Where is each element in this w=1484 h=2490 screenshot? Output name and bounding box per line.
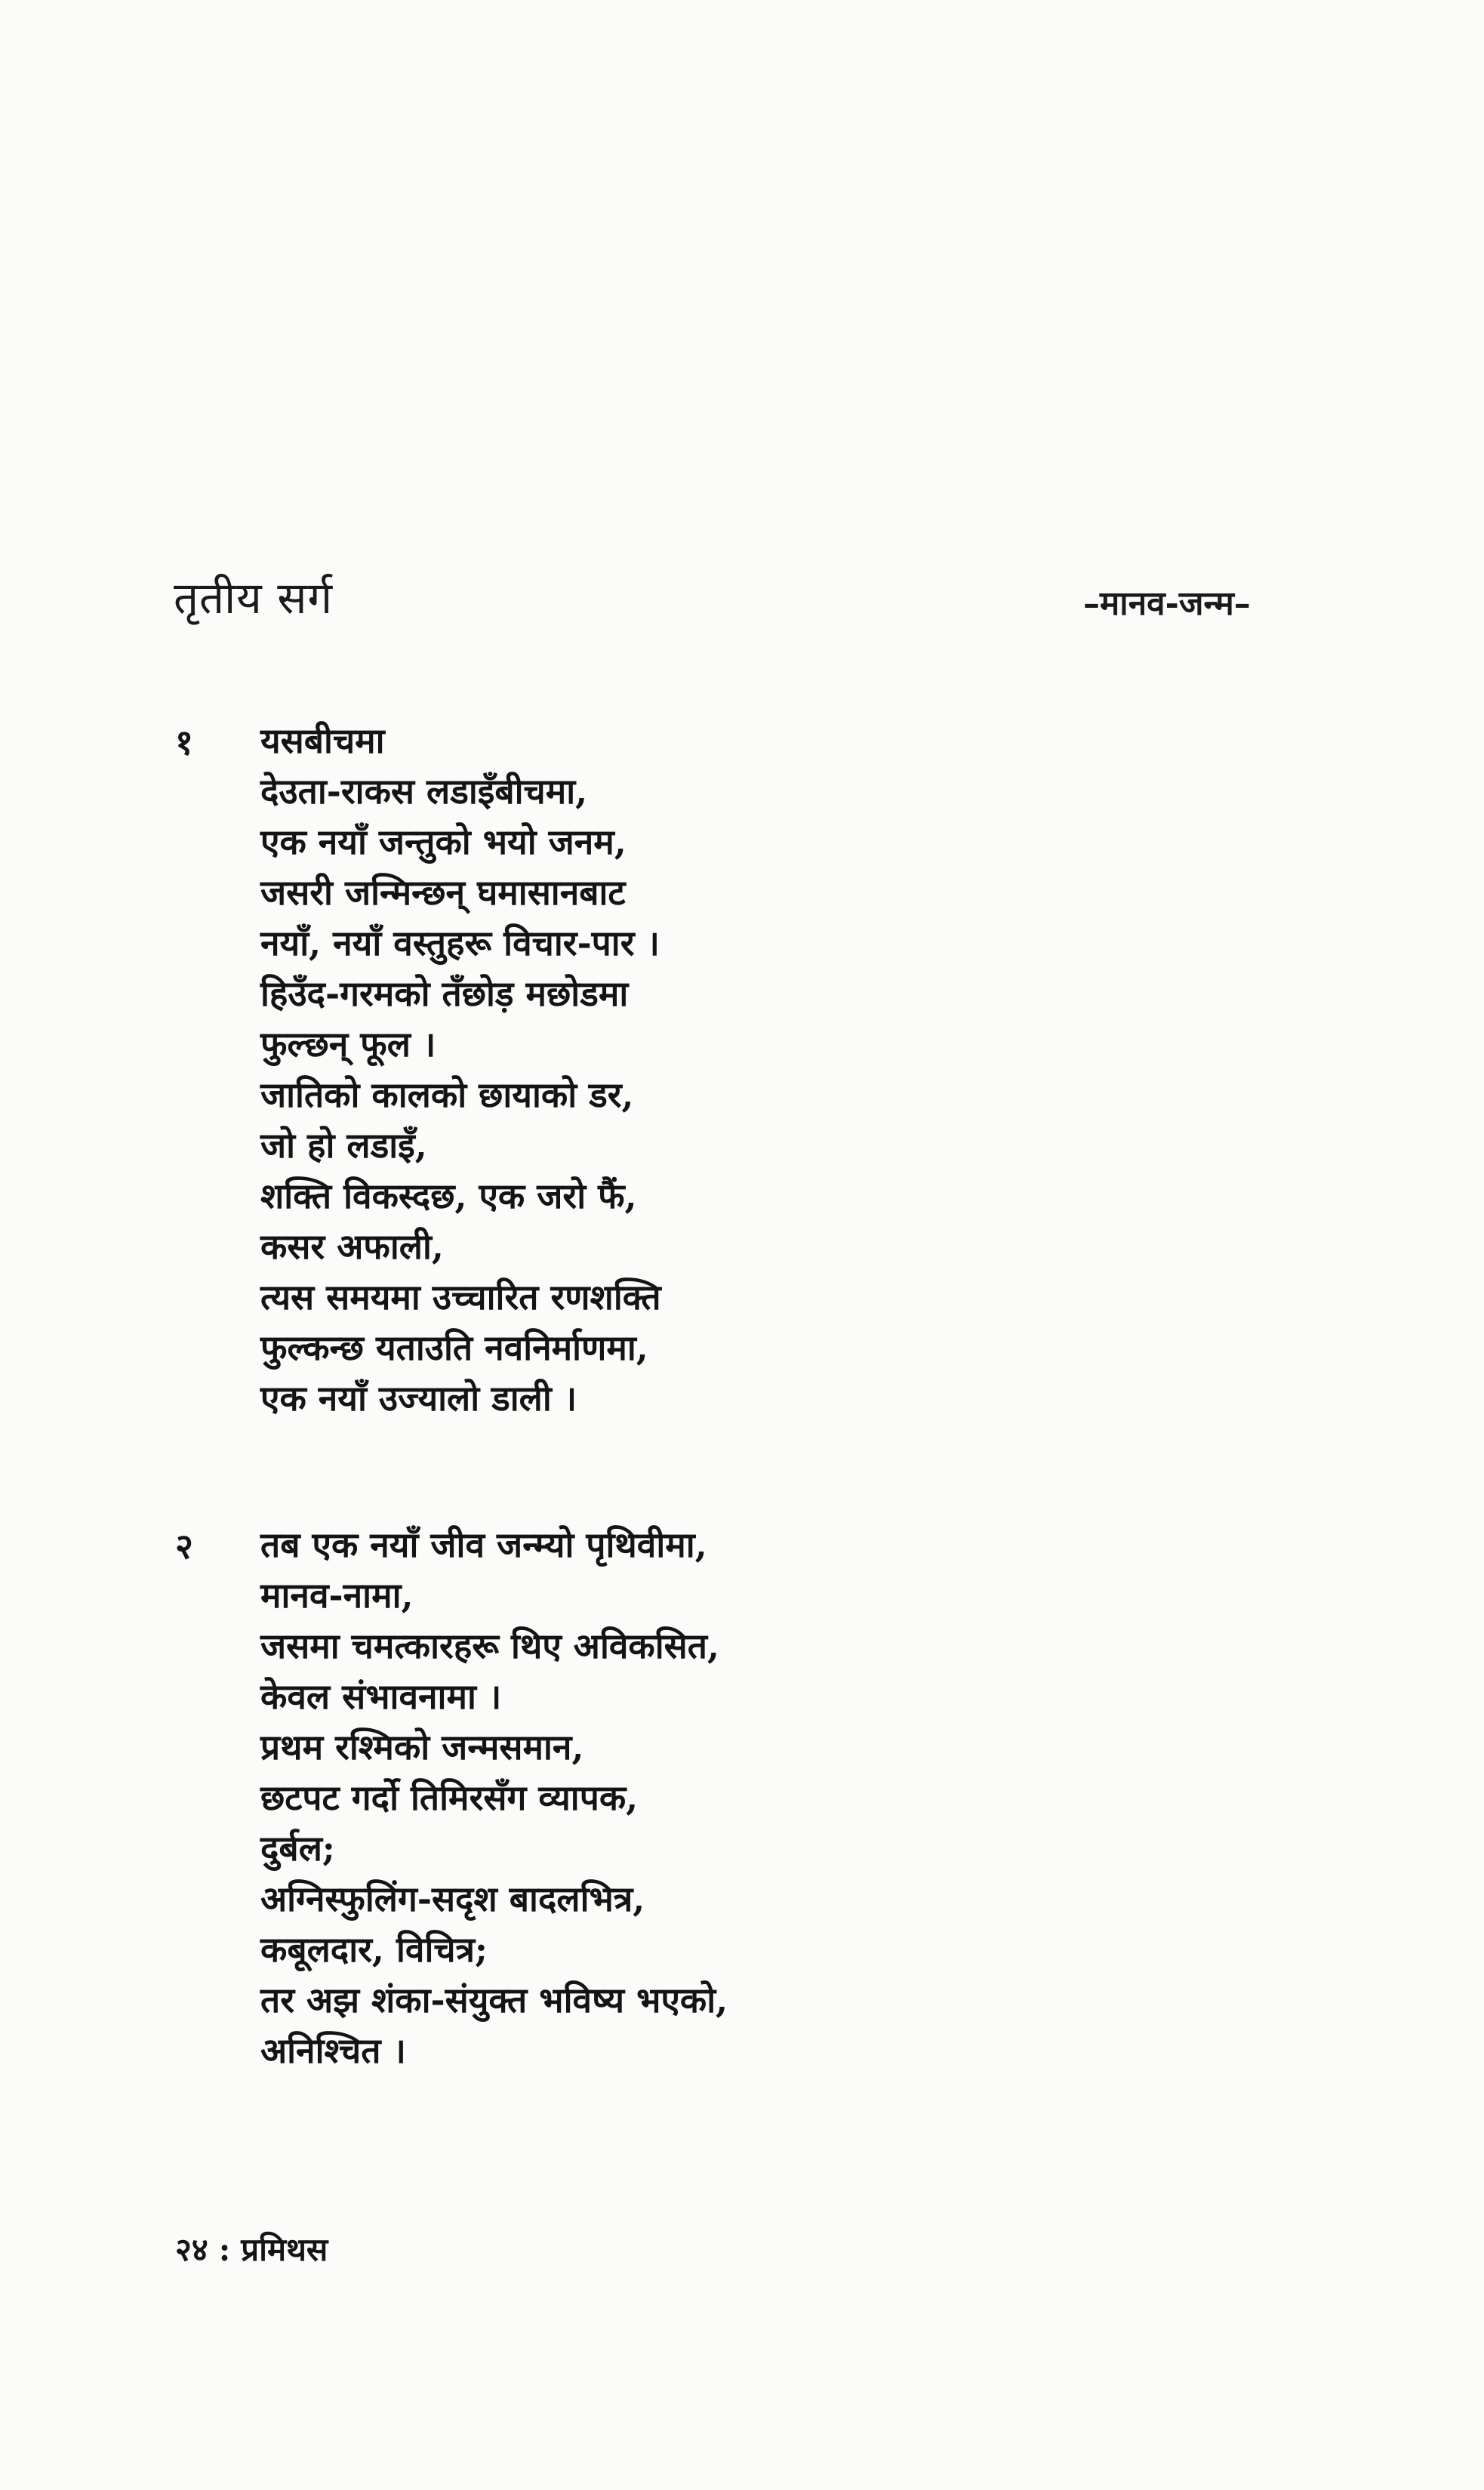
verse-line: अग्निस्फुलिंग-सदृश बादलभित्र, xyxy=(260,1878,645,1919)
verse-line: शक्ति विकस्दछ, एक जरो फैं, xyxy=(260,1176,637,1216)
verse-line: कसर अफाली, xyxy=(260,1226,444,1267)
section-title: –मानव-जन्म– xyxy=(1083,584,1251,623)
verse-line: अनिश्चित । xyxy=(260,2030,406,2071)
verse-line: त्यस समयमा उच्चारित रणशक्ति xyxy=(260,1277,661,1317)
page-footer xyxy=(175,2227,328,2273)
verse-line: जसरी जन्मिन्छन् घमासानबाट xyxy=(260,872,626,913)
book-title: प्रमिथस xyxy=(241,2231,328,2268)
verse-line: फुल्छन् फूल । xyxy=(260,1024,436,1065)
footer-separator: : xyxy=(218,2231,231,2268)
verse-line: नयाँ, नयाँ वस्तुहरू विचार-पार । xyxy=(260,923,660,963)
verse-line: फुल्कन्छ यताउति नवनिर्माणमा, xyxy=(260,1327,648,1368)
verse-line: तब एक नयाँ जीव जन्म्यो पृथिवीमा, xyxy=(260,1524,707,1565)
verse-line: तर अझ शंका-संयुक्त भविष्य भएको, xyxy=(260,1980,728,2020)
verse-line: केवल संभावनामा । xyxy=(260,1676,502,1717)
verse-line: प्रथम रश्मिको जन्मसमान, xyxy=(260,1727,584,1767)
verse-line: हिउँद-गरमको तँछोड़ मछोडमा xyxy=(260,973,629,1014)
verse-line: देउता-राकस लडाइँबीचमा, xyxy=(260,771,588,812)
verse-line: छटपट गर्दो तिमिरसँग व्यापक, xyxy=(260,1777,639,1818)
verse-line: दुर्बल; xyxy=(260,1828,335,1869)
verse-line: जो हो लडाइँ, xyxy=(260,1125,427,1166)
stanza-number: २ xyxy=(175,1526,193,1567)
page-number: २४ xyxy=(175,2231,208,2268)
verse-line: एक नयाँ उज्यालो डाली । xyxy=(260,1378,577,1419)
verse-line: जातिको कालको छायाको डर, xyxy=(260,1074,634,1115)
verse-line: यसबीचमा xyxy=(260,720,385,761)
stanza-lines xyxy=(260,1520,728,2076)
verse-line: जसमा चमत्कारहरू थिए अविकसित, xyxy=(260,1626,720,1666)
verse-line: एक नयाँ जन्तुको भयो जनम, xyxy=(260,821,627,862)
stanza-lines xyxy=(260,716,661,1424)
verse-line: मानव-नामा, xyxy=(260,1575,414,1616)
stanza-number: १ xyxy=(175,722,193,763)
verse-line: कबूलदार, विचित्र; xyxy=(260,1929,488,1970)
chapter-title: तृतीय सर्ग xyxy=(174,572,334,624)
